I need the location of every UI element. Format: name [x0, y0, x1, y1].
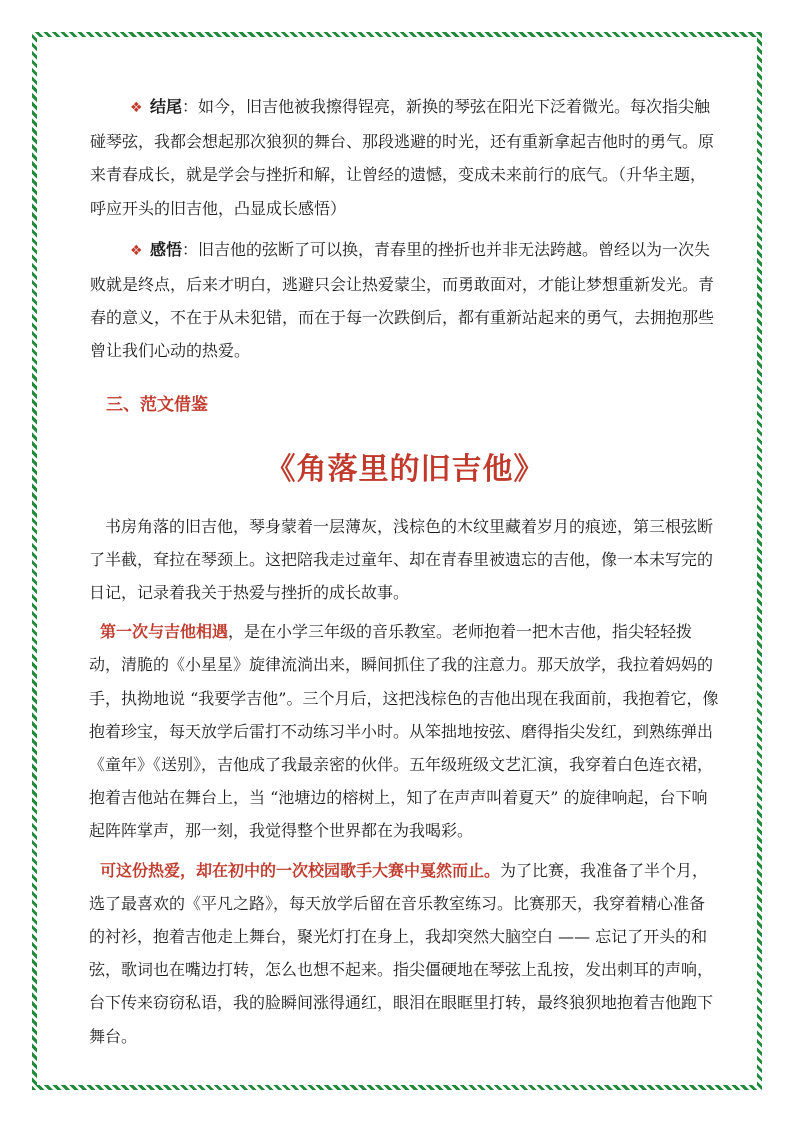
- bullet-reflection: [90, 233, 720, 368]
- bullet-reflection-text: ：旧吉他的弦断了可以换，青春里的挫折也并非无法跨越。曾经以为一次失败就是终点，后来才明白，逃避只会让热爱蒙尘，而勇敢面对，才能让梦想重新发光。青春的意义，不在于从未犯错，而在于每一次跌倒后，都有重新站起来的勇气，去拥抱那些曾让我们心动的热爱。: [90, 239, 715, 361]
- bullet-ending-text: ：如今，旧吉他被我擦得锃亮，新换的琴弦在阳光下泛着微光。每次指尖触碰琴弦，我都会想起那次狼狈的舞台、那段逃避的时光，还有重新拿起吉他时的勇气。原来青春成长，就是学会与挫折和解，让曾经的遗憾，变成未来前行的底气。（升华主题，呼应开头的旧吉他，凸显成长感悟）: [90, 97, 715, 218]
- essay-title: 《角落里的旧吉他》: [265, 451, 545, 487]
- essay-paragraph: [89, 854, 720, 1053]
- diamond-bullet-icon: ❖: [130, 100, 143, 116]
- paragraph-text: ，是在小学三年级的音乐教室。老师抱着一把木吉他，指尖轻轻拨动，清脆的《小星星》旋律流淌出来，瞬间抓住了我的注意力。那天放学，我拉着妈妈的手，执拗地说 “我要学吉他”。三个月后，这把浅棕色的吉他出现在我面前，我抱着它，像抱着珍宝，每天放学后雷打不动练习半小时。从笨拙地按弦、磨得指尖发红，到熟练弹出《童年》《送别》，吉他成了我最亲密的伙伴。五年级班级文艺汇演，我穿着白色连衣裙，抱着吉他站在舞台上，当 “池塘边的榕树上，知了在声声叫着夏天” 的旋律响起，台下响起阵阵掌声，那一刻，我觉得整个世界都在为我喝彩。: [89, 622, 719, 841]
- document-body: [90, 90, 720, 1053]
- essay-paragraph: [89, 510, 720, 610]
- bullet-ending-lead: 结尾: [150, 97, 183, 116]
- paragraph-text: 书房角落的旧吉他，琴身蒙着一层薄灰，浅棕色的木纹里藏着岁月的痕迹，第三根弦断了半截，耷拉在琴颈上。这把陪我走过童年、却在青春里被遗忘的吉他，像一本未写完的日记，记录着我关于热爱与挫折的成长故事。: [89, 516, 714, 603]
- essay-paragraph: [89, 615, 720, 847]
- section-heading: 三、范文借鉴: [106, 394, 208, 415]
- diamond-bullet-icon: ❖: [130, 242, 143, 259]
- paragraph-highlight: 第一次与吉他相遇: [100, 622, 229, 642]
- bullet-reflection-lead: 感悟: [150, 239, 183, 259]
- paragraph-text: 为了比赛，我准备了半个月，选了最喜欢的《平凡之路》，每天放学后留在音乐教室练习。比赛那天，我穿着精心准备的衬衫，抱着吉他走上舞台，聚光灯打在身上，我却突然大脑空白 —— 忘记了开头的和弦，歌词也在嘴边打转，怎么也想不起来。指尖僵硬地在琴弦上乱按，发出刺耳的声响，台下传来窃窃私语，我的脸瞬间涨得通红，眼泪在眼眶里打转，最终狼狈地抱着吉他跑下舞台。: [89, 860, 714, 1046]
- paragraph-highlight: 可这份热爱，却在初中的一次校园歌手大赛中戛然而止。: [100, 860, 501, 880]
- bullet-ending: [90, 90, 720, 225]
